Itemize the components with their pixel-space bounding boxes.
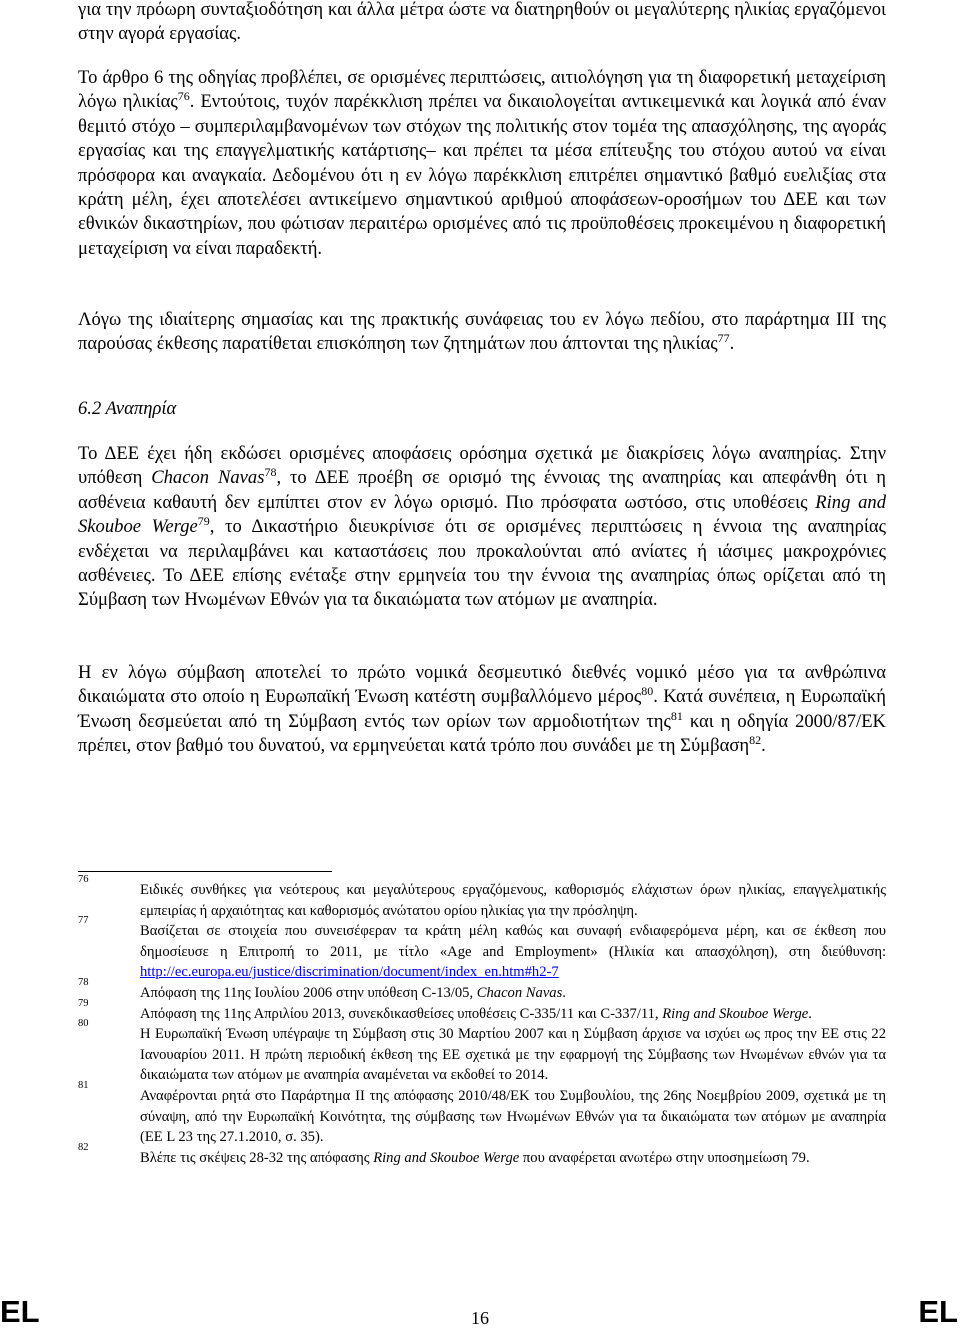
footnote-79-text: Απόφαση της 11ης Απριλίου 2013, συνεκδικασθείσες υποθέσεις C-335/11 και C-337/11,	[140, 1005, 663, 1022]
footnote-number: 77	[78, 915, 89, 927]
footnote-number: 79	[78, 997, 89, 1009]
footnote-text: Ειδικές συνθήκες για νεότερους και μεγαλύτερους εργαζόμενους, καθορισμός ελάχιστων όρων ηλικίας, επαγγελματικής εμπειρίας ή αρχαιότητας και καθορισμός ανώτατου ορίου ηλικίας για την πρόσληψη.	[140, 882, 886, 919]
footnote-ref-77[interactable]: 77	[717, 331, 730, 346]
case-name-ring-skouboe-werge: Ring and Skouboe Werge	[78, 491, 886, 538]
paragraph-1-text: για την πρόωρη συνταξιοδότηση και άλλα μέτρα ώστε να διατηρηθούν οι μεγαλύτερης ηλικίας εργαζόμενοι στην αγορά εργασίας.	[78, 0, 886, 45]
footnote-77-text: Βασίζεται σε στοιχεία που συνεισέφεραν τα κράτη μέλη καθώς και συναφή ενδιαφερόμενα μέρη, και σε έκθεση που δημοσίευσε η Επιτροπή το 2011, με τίτλο «Age and Employment» (Ηλικία και απασχόληση), στη διεύθυνση:	[140, 923, 886, 960]
footnote-text	[140, 1004, 886, 1025]
footnote-text	[140, 1148, 886, 1169]
footnote-82	[78, 1141, 886, 1169]
footnote-text	[140, 983, 886, 1004]
footnote-ref-82[interactable]: 82	[749, 733, 762, 748]
footnote-ref-81[interactable]: 81	[670, 708, 683, 723]
paragraph-4-text-a: Το ΔΕΕ έχει ήδη εκδώσει ορισμένες αποφάσεις ορόσημα σχετικά με διακρίσεις λόγω αναπηρίας. Στην υπόθεση	[78, 443, 886, 489]
language-code-right: EL	[918, 1294, 958, 1329]
footnote-separator	[78, 871, 332, 872]
footnote-77	[78, 915, 886, 983]
paragraph-1	[78, 0, 886, 47]
footnote-76	[78, 874, 886, 921]
paragraph-4	[78, 442, 886, 613]
case-name: Ring and Skouboe Werge	[373, 1149, 520, 1166]
footnote-79	[78, 997, 886, 1025]
paragraph-3-text-a: Λόγω της ιδιαίτερης σημασίας και της πρακτικής συνάφειας του εν λόγω πεδίου, στο παράρτημα ΙΙΙ της παρούσας έκθεσης παρατίθεται επισκόπηση των ζητημάτων που άπτονται της ηλικίας	[78, 309, 886, 355]
paragraph-5-text-c: και η οδηγία 2000/87/ΕΚ πρέπει, στον βαθμό του δυνατού, να ερμηνεύεται κατά τρόπο που συνάδει με τη Σύμβαση	[78, 710, 886, 757]
paragraph-5	[78, 661, 886, 759]
paragraph-4-text-c: , το Δικαστήριο διευκρίνισε ότι σε ορισμένες περιπτώσεις η έννοια της αναπηρίας ενδέχεται να περιλαμβάνει και καταστάσεις που προκαλούνται από ανίατες ή ιάσιμες μακροχρόνιες ασθένειες. Το ΔΕΕ επίσης ενέταξε στην ερμηνεία του την έννοια της αναπηρίας όπως ορίζεται από τη Σύμβαση των Ηνωμένων Εθνών για τα δικαιώματα των ατόμων με αναπηρία.	[78, 516, 886, 611]
footnote-number: 81	[78, 1079, 89, 1091]
paragraph-2-text-b: . Εντούτοις, τυχόν παρέκκλιση πρέπει να δικαιολογείται αντικειμενικά και λογικά από έναν θεμιτό στόχο – συμπεριλαμβανομένων των στόχων της πολιτικής στον τομέα της απασχόλησης, της αγοράς εργασίας και της επαγγελματικής κατάρτισης– και πρέπει τα μέσα επίτευξης του στόχου αυτού να είναι πρόσφορα και αναγκαία. Δεδομένου ότι η εν λόγω παρέκκλιση επιτρέπει σημαντικό βαθμό ευελιξίας στα κράτη μέλη, έχει αποτελέσει αντικείμενο σημαντικού αριθμού αποφάσεων-οροσήμων του ΔΕΕ και των εθνικών δικαστηρίων, που φώτισαν περαιτέρω ορισμένες από τις προϋποθέσεις προκειμένου η διαφορετική μεταχείριση να είναι παραδεκτή.	[78, 91, 886, 259]
page-number: 16	[471, 1308, 489, 1328]
footnote-number: 78	[78, 976, 89, 988]
footnote-text: Η Ευρωπαϊκή Ένωση υπέγραψε τη Σύμβαση στις 30 Μαρτίου 2007 και η Σύμβαση άρχισε να ισχύει ως προς την ΕΕ στις 22 Ιανουαρίου 2011. Η πρώτη περιοδική έκθεση της ΕΕ σχετικά με την εφαρμογή της Σύμβασης των Ηνωμένων εθνών για τα δικαιώματα των ατόμων με αναπηρία αναμένεται να εκδοθεί το 2014.	[140, 1026, 886, 1084]
footnote-ref-79[interactable]: 79	[197, 514, 210, 529]
language-code-left: EL	[0, 1294, 40, 1329]
footnote-ref-76[interactable]: 76	[177, 89, 190, 104]
footnote-80	[78, 1018, 886, 1086]
footnote-number: 80	[78, 1018, 89, 1030]
case-name-chacon-navas: Chacon Navas	[151, 467, 265, 489]
footnote-79-end: .	[808, 1005, 812, 1022]
paragraph-4-text-b: , το ΔΕΕ προέβη σε ορισμό της έννοιας της αναπηρίας και απεφάνθη ότι η ασθένεια καθαυτή δεν εμπίπτει στον εν λόγω ορισμό. Πιο πρόσφατα ωστόσο, στις υποθέσεις	[78, 467, 886, 513]
footnote-number: 82	[78, 1141, 89, 1153]
footnote-link[interactable]: http://ec.europa.eu/justice/discrimination/document/index_en.htm#h2-7	[140, 964, 559, 981]
case-name: Ring and Skouboe Werge	[662, 1005, 809, 1022]
paragraph-3-text-b: .	[729, 333, 735, 355]
footnote-78	[78, 976, 886, 1004]
footnote-78-text: Απόφαση της 11ης Ιουλίου 2006 στην υπόθεση C-13/05,	[140, 984, 477, 1001]
paragraph-5-text-a: Η εν λόγω σύμβαση αποτελεί το πρώτο νομικά δεσμευτικό διεθνές νομικό μέσο για τα ανθρώπινα δικαιώματα στο οποίο η Ευρωπαϊκή Ένωση κατέστη συμβαλλόμενο μέρος	[78, 662, 886, 708]
footnote-ref-78[interactable]: 78	[264, 465, 277, 480]
footnote-81	[78, 1079, 886, 1148]
section-heading: 6.2 Αναπηρία	[78, 398, 177, 419]
footnote-number: 76	[78, 874, 89, 885]
footnote-82-end: που αναφέρεται ανωτέρω στην υποσημείωση 79.	[519, 1149, 810, 1166]
paragraph-5-text-d: .	[761, 735, 766, 757]
footnote-82-text: Βλέπε τις σκέψεις 28-32 της απόφασης	[140, 1149, 374, 1166]
footnote-text: Αναφέρονται ρητά στο Παράρτημα ΙΙ της απόφασης 2010/48/ΕΚ του Συμβουλίου, της 26ης Νοεμβρίου 2009, σχετικά με τη σύναψη, από την Ευρωπαϊκή Κοινότητα, της σύμβασης των Ηνωμένων Εθνών για τα δικαιώματα των ατόμων με αναπηρία (ΕΕ L 23 της 27.1.2010, σ. 35).	[140, 1087, 886, 1146]
footnote-text	[140, 921, 886, 983]
paragraph-3	[78, 308, 886, 357]
footnote-ref-80[interactable]: 80	[641, 684, 654, 699]
paragraph-5-text-b: . Κατά συνέπεια, η Ευρωπαϊκή Ένωση δεσμεύεται από τη Σύμβαση εντός των ορίων των αρμοδιοτήτων της	[78, 686, 886, 732]
footnotes	[78, 874, 886, 1168]
footnote-78-end: .	[562, 984, 566, 1001]
paragraph-2	[78, 66, 886, 261]
case-name: Chacon Navas	[476, 984, 563, 1001]
paragraph-2-text-a: Το άρθρο 6 της οδηγίας προβλέπει, σε ορισμένες περιπτώσεις, αιτιολόγηση για τη διαφορετική μεταχείριση λόγω ηλικίας	[78, 67, 886, 113]
